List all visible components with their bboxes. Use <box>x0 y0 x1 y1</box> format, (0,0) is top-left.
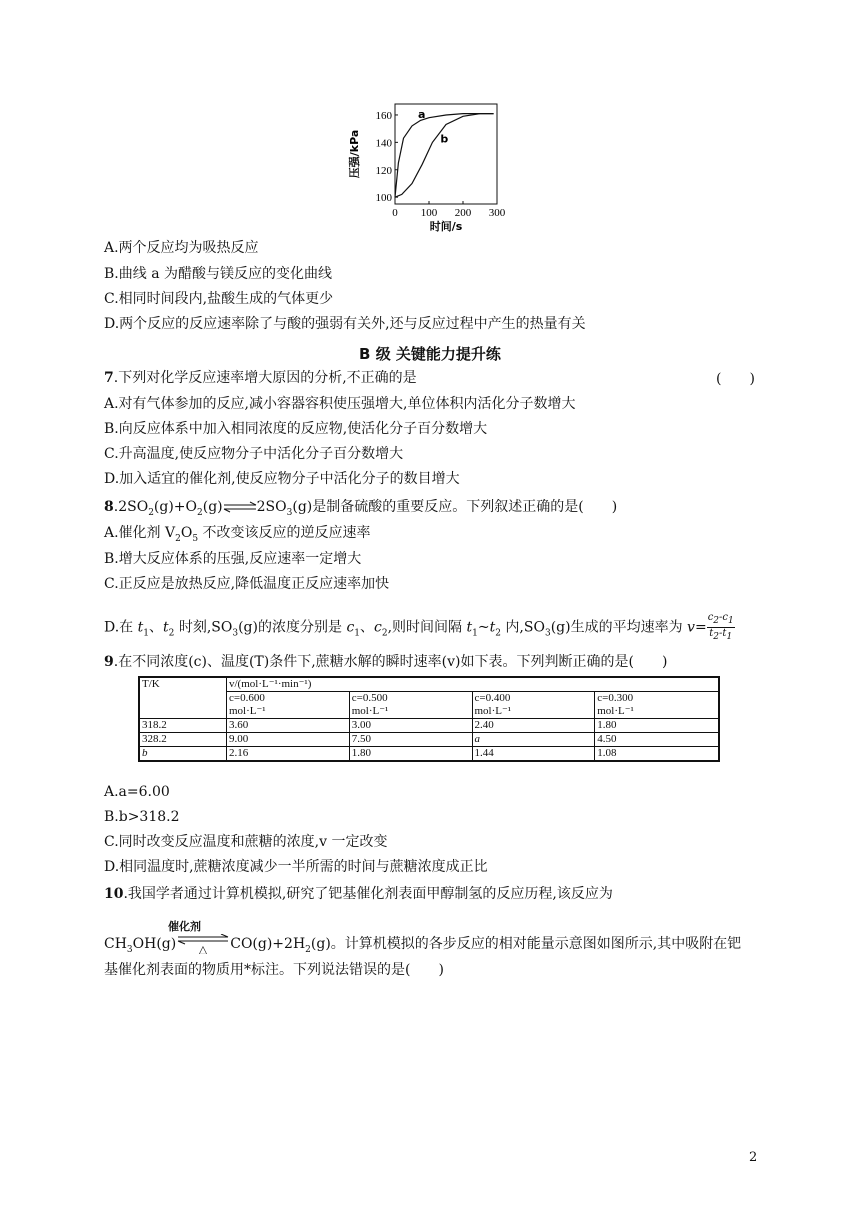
q6-option-b: B.曲线 a 为醋酸与镁反应的变化曲线 <box>104 266 332 282</box>
q9-option-c: C.同时改变反应温度和蔗糖的浓度,v 一定改变 <box>104 834 388 850</box>
q8-stem: $8.2SO_2(g)+O_2(g)$ $2SO_3(g)$是制备硫酸的重要反应。下列叙述正确的是( ) <box>104 499 618 518</box>
q8-option-c: C.正反应是放热反应,降低温度正反应速率加快 <box>104 576 390 592</box>
series-label-a: a <box>418 107 426 121</box>
rate-table <box>138 676 720 762</box>
x-tick-label: 0 <box>392 207 398 219</box>
q10-stem-text: .我国学者通过计算机模拟,研究了钯基催化剂表面甲醇制氢的反应历程,该反应为 <box>123 886 613 902</box>
q9-stem-text: .在不同浓度(c)、温度(T)条件下,蔗糖水解的瞬时速率(v)如下表。下列判断正确的是( ) <box>113 654 668 670</box>
table-row: b 2.16 1.80 1.44 1.08 <box>139 747 719 762</box>
rate-fraction: $\frac{c_2-c_1}{t_2-t_1}$ <box>707 612 734 642</box>
q10-equation-line: $CH_3OH(g)$ △ $CO(g)+2H_2(g)$。计算机模拟的各步反应的相对能量示意图如图所示,其中吸附在钯 <box>104 936 742 955</box>
q8-stem-text: 是制备硫酸的重要反应。下列叙述正确的是( ) <box>312 499 618 515</box>
y-axis-label: 压强/kPa <box>348 129 361 179</box>
section-title: B 级 关键能力提升练 <box>359 345 501 363</box>
series-line-b <box>395 114 494 198</box>
q7-stem <box>104 368 417 388</box>
q7-option-d: D.加入适宜的催化剂,使反应物分子中活化分子的数目增大 <box>104 471 460 487</box>
q8-option-a: A.催化剂 $V_2O_5$ 不改变该反应的逆反应速率 <box>104 525 371 544</box>
q10-stem <box>104 884 613 904</box>
y-tick-label: 120 <box>375 164 392 177</box>
series-label-b: b <box>440 132 449 146</box>
q8-option-b: B.增大反应体系的压强,反应速率一定增大 <box>104 551 362 567</box>
table-col-header: c=0.500 mol·L⁻¹ <box>349 692 472 719</box>
q10-line3: 基催化剂表面的物质用*标注。下列说法错误的是( ) <box>104 962 444 978</box>
q6-option-c: C.相同时间段内,盐酸生成的气体更少 <box>104 291 334 307</box>
table-group-header: v/(mol·L⁻¹·min⁻¹) <box>227 677 720 692</box>
table-row: 318.2 3.60 3.00 2.40 1.80 <box>139 719 719 733</box>
heat-symbol-icon: △ <box>199 943 208 954</box>
table-row: 328.2 9.00 7.50 a 4.50 <box>139 733 719 747</box>
x-axis-label: 时间/s <box>429 220 463 233</box>
q6-option-d: D.两个反应的反应速率除了与酸的强弱有关外,还与反应过程中产生的热量有关 <box>104 316 586 332</box>
q7-answer-paren: ( ) <box>716 371 755 387</box>
plot-frame <box>395 104 497 204</box>
table-col-header: c=0.600 mol·L⁻¹ <box>227 692 350 719</box>
q9-option-b: B.b>318.2 <box>104 809 180 825</box>
q7-option-b: B.向反应体系中加入相同浓度的反应物,使活化分子百分数增大 <box>104 421 488 437</box>
y-tick-label: 140 <box>375 137 392 150</box>
x-tick-label: 100 <box>420 207 438 219</box>
q9-stem <box>104 652 667 672</box>
q9-option-a: A.a=6.00 <box>104 784 170 800</box>
q8-number: 8 <box>104 499 114 515</box>
pressure-time-chart <box>345 100 520 235</box>
equilibrium-arrow-icon <box>223 501 257 513</box>
q10-number: 10 <box>104 886 124 902</box>
q9-number: 9 <box>104 654 114 670</box>
table-col-header: c=0.400 mol·L⁻¹ <box>472 692 595 719</box>
x-tick-label: 300 <box>488 207 506 219</box>
reversible-arrow-icon <box>176 934 230 954</box>
q7-option-a: A.对有气体参加的反应,减小容器容积使压强增大,单位体积内活化分子数增大 <box>104 396 576 412</box>
q8-option-d: D.在 $t_1$、$t_2$ 时刻$,SO_3(g)$的浓度分别是 $c_1$、$c_2$,则时间间隔 $t_1\sim t_2$ 内$,SO_3(g)$生成的平均速率为 v= $\frac{c_2-c_1}{t_2-t_1}$ <box>104 612 734 642</box>
y-tick-label: 100 <box>375 192 392 205</box>
catalyst-label: 催化剂 <box>168 920 201 933</box>
q7-stem-text: .下列对化学反应速率增大原因的分析,不正确的是 <box>113 370 417 386</box>
table-corner: T/K <box>139 677 227 719</box>
q10-line2-text: 。计算机模拟的各步反应的相对能量示意图如图所示,其中吸附在钯 <box>330 936 742 952</box>
q6-option-a: A.两个反应均为吸热反应 <box>104 240 259 256</box>
x-tick-label: 200 <box>454 207 472 219</box>
q9-option-d: D.相同温度时,蔗糖浓度减少一半所需的时间与蔗糖浓度成正比 <box>104 859 488 875</box>
table-col-header: c=0.300 mol·L⁻¹ <box>595 692 719 719</box>
q7-option-c: C.升高温度,使反应物分子中活化分子百分数增大 <box>104 446 404 462</box>
page-number: 2 <box>749 1150 758 1165</box>
y-tick-label: 160 <box>375 109 392 122</box>
q7-number: 7 <box>104 370 114 386</box>
